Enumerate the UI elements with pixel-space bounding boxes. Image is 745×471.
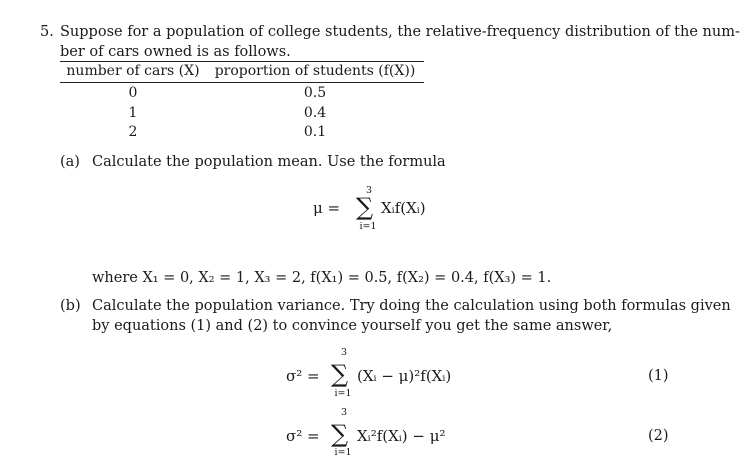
eq2-sum-lower: i=1 [334, 447, 352, 458]
eq2-body: Xᵢ²f(Xᵢ) − μ² [357, 427, 446, 445]
part-b-line-2: by equations (1) and (2) to convince yourself you get the same answer, [92, 318, 613, 334]
eq1-sum-lower: i=1 [334, 388, 352, 399]
part-a-text: Calculate the population mean. Use the formula [92, 154, 446, 170]
header-number-of-cars: number of cars (X) [60, 62, 206, 83]
part-a-where: where X₁ = 0, X₂ = 1, X₃ = 2, f(X₁) = 0.5, f(X₂) = 0.4, f(X₃) = 1. [92, 270, 552, 286]
problem-stem [60, 22, 740, 62]
eq1-body: (Xᵢ − μ)²f(Xᵢ) [357, 367, 452, 385]
cell-fx: 0.5 [303, 85, 327, 101]
eq1-sum-upper: 3 [340, 347, 348, 358]
part-b-label: (b) [60, 298, 81, 314]
table-row [60, 123, 424, 143]
stem-line-2: ber of cars owned is as follows. [60, 44, 291, 60]
mean-sum-lower: i=1 [359, 221, 377, 232]
eq2-lhs: σ² = [286, 427, 320, 445]
eq1-number: (1) [648, 368, 669, 384]
eq2-number: (2) [648, 428, 669, 444]
part-a-label: (a) [60, 154, 80, 170]
eq2-sum-upper: 3 [340, 407, 348, 418]
cell-fx: 0.1 [303, 124, 327, 140]
part-b-text [92, 296, 731, 336]
header-proportion: proportion of students (f(X)) [206, 62, 424, 83]
cell-x: 0 [128, 85, 138, 101]
table-header-row [60, 62, 424, 83]
mean-sum-upper: 3 [365, 185, 373, 196]
part-b-line-1: Calculate the population variance. Try doing the calculation using both formulas given [92, 298, 731, 314]
table-row [60, 83, 424, 104]
sigma-sum-icon: ∑ [331, 420, 349, 448]
mean-lhs: μ = [313, 199, 341, 217]
cell-x: 2 [128, 124, 138, 140]
frequency-table [60, 61, 424, 143]
cell-x: 1 [128, 104, 138, 121]
cell-fx: 0.4 [303, 104, 327, 121]
sigma-sum-icon: ∑ [331, 360, 349, 388]
stem-line-1: Suppose for a population of college students, the relative-frequency distribution of the num- [60, 24, 740, 40]
sigma-sum-icon: ∑ [356, 193, 374, 221]
mean-body: Xᵢf(Xᵢ) [381, 199, 426, 217]
problem-number: 5. [40, 24, 54, 40]
eq1-lhs: σ² = [286, 367, 320, 385]
table-row [60, 104, 424, 124]
